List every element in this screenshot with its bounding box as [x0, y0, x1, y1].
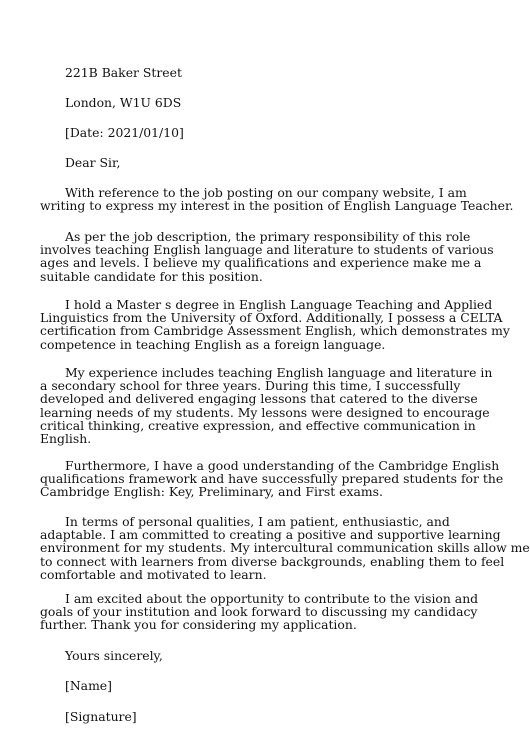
- paragraph-1: [40, 185, 514, 214]
- paragraph-line: With reference to the job posting on our company website, I am: [65, 185, 467, 200]
- paragraph-line: qualifications framework and have successfully prepared students for the: [40, 471, 504, 487]
- paragraph-line: Furthermore, I have a good understanding of the Cambridge English: [65, 458, 500, 473]
- paragraph-line: environment for my students. My intercultural communication skills allow me: [40, 540, 530, 556]
- paragraph-line: I am excited about the opportunity to contribute to the vision and: [65, 591, 479, 606]
- paragraph-line: In terms of personal qualities, I am patient, enthusiastic, and: [65, 514, 450, 529]
- address-line-1: 221B Baker Street: [65, 65, 182, 80]
- paragraph-line: involves teaching English language and literature to students of various: [40, 242, 494, 258]
- paragraph-line: comfortable and motivated to learn.: [40, 566, 267, 582]
- paragraph-line: critical thinking, creative expression, and effective communication in: [40, 417, 476, 433]
- paragraph-line: Cambridge English: Key, Preliminary, and First exams.: [40, 484, 383, 500]
- letter-date: [Date: 2021/01/10]: [65, 125, 184, 140]
- paragraph-line: adaptable. I am committed to creating a positive and supportive learning: [40, 527, 501, 543]
- paragraph-3: [40, 297, 510, 352]
- paragraph-4: [40, 365, 493, 447]
- paragraph-line: I hold a Master s degree in English Language Teaching and Applied: [65, 297, 493, 312]
- address-line-2: London, W1U 6DS: [65, 95, 182, 110]
- paragraph-line: goals of your institution and look forward to discussing my candidacy: [40, 604, 478, 620]
- paragraph-5: [40, 458, 504, 500]
- sender-signature: [Signature]: [65, 709, 137, 724]
- paragraph-line: certification from Cambridge Assessment English, which demonstrates my: [40, 323, 510, 339]
- paragraph-2: [40, 229, 494, 284]
- paragraph-7: [40, 591, 479, 633]
- paragraph-line: ages and levels. I believe my qualifications and experience make me a: [40, 255, 482, 271]
- paragraph-line: further. Thank you for considering my application.: [40, 617, 357, 633]
- paragraph-line: suitable candidate for this position.: [40, 268, 263, 284]
- paragraph-line: learning needs of my students. My lessons were designed to encourage: [40, 404, 490, 420]
- paragraph-line: developed and delivered engaging lessons that catered to the diverse: [40, 391, 478, 407]
- paragraph-line: Linguistics from the University of Oxford. Additionally, I possess a CELTA: [40, 310, 503, 326]
- paragraph-line: English.: [40, 431, 92, 447]
- closing: Yours sincerely,: [65, 648, 163, 663]
- paragraph-line: competence in teaching English as a foreign language.: [40, 336, 386, 352]
- paragraph-line: My experience includes teaching English language and literature in: [65, 365, 493, 380]
- salutation: Dear Sir,: [65, 155, 121, 170]
- sender-name: [Name]: [65, 678, 112, 693]
- paragraph-line: to connect with learners from diverse backgrounds, enabling them to feel: [40, 553, 505, 569]
- paragraph-6: [40, 514, 530, 582]
- paragraph-line: a secondary school for three years. During this time, I successfully: [40, 378, 461, 394]
- paragraph-line: writing to express my interest in the position of English Language Teacher.: [40, 198, 514, 214]
- paragraph-line: As per the job description, the primary responsibility of this role: [65, 229, 471, 244]
